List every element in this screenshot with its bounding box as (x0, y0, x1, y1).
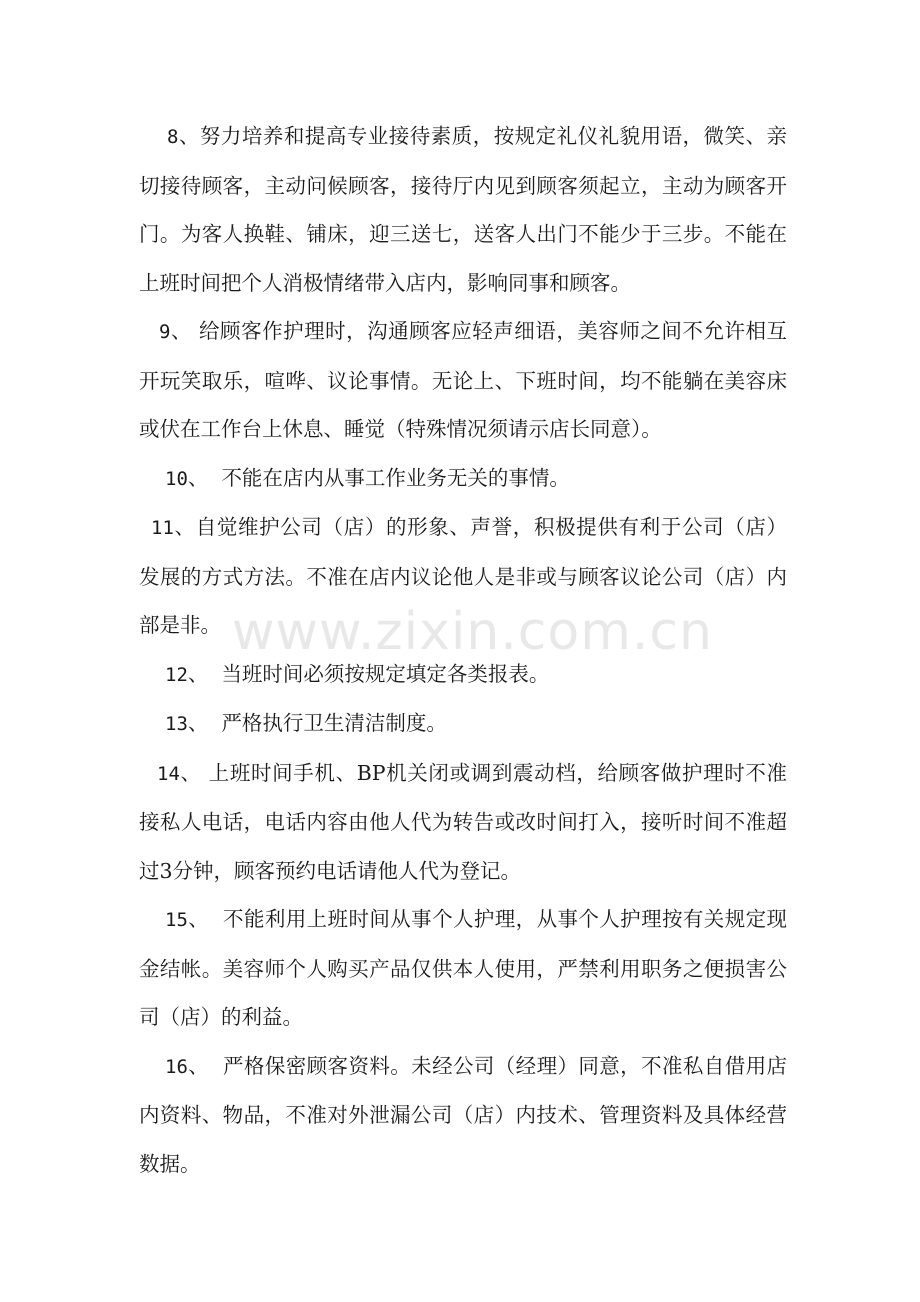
paragraph-number: 12 (165, 663, 188, 686)
paragraph-text: 努力培养和提高专业接待素质，按规定礼仪礼貌用语，微笑、亲切接待顾客，主动问候顾客，接待厅内见到顾客须起立，主动为顾客开门。为客人换鞋、铺床，迎三送七，送客人出门不能少于三步。不能在上班时间把个人消极情绪带入店内，影响同事和顾客。 (139, 124, 787, 295)
paragraph-separator: 、 (187, 711, 222, 735)
rule-paragraph-9 (139, 307, 787, 454)
rule-paragraph-16 (139, 1042, 787, 1189)
paragraph-text: 当班时间必须按规定填定各类报表。 (221, 661, 550, 686)
paragraph-number: 16 (165, 1055, 188, 1078)
rule-paragraph-8 (139, 112, 787, 307)
paragraph-number: 13 (165, 713, 188, 735)
rule-paragraph-13 (139, 699, 787, 749)
paragraph-number: 11 (151, 517, 174, 539)
paragraph-separator: 、 (170, 319, 200, 343)
paragraph-number: 15 (165, 909, 188, 931)
paragraph-separator: 、 (187, 661, 222, 686)
paragraph-text: 给顾客作护理时，沟通顾客应轻声细语，美容师之间不允许相互开玩笑取乐，喧哗、议论事情。无论上、下班时间，均不能躺在美容床或伏在工作台上休息、睡觉（特殊情况须请示店长同意）。 (139, 319, 787, 441)
paragraph-text: 自觉维护公司（店）的形象、声誉，积极提供有利于公司（店）发展的方式方法。不准在店内议论他人是非或与顾客议论公司（店）内部是非。 (139, 515, 788, 637)
paragraph-number: 8 (167, 126, 179, 148)
paragraph-separator: 、 (179, 760, 209, 785)
watermark-text: www.zixin.com.cn (232, 602, 713, 662)
paragraph-separator: 、 (187, 907, 224, 931)
rule-paragraph-10 (139, 454, 787, 504)
rule-paragraph-11 (139, 503, 787, 650)
paragraph-separator: 、 (187, 465, 222, 490)
paragraph-number: 9 (159, 321, 171, 343)
rule-paragraph-14 (139, 749, 787, 896)
paragraph-text: 严格保密顾客资料。未经公司（经理）同意，不准私自借用店内资料、物品，不准对外泄漏公司（店）内技术、管理资料及具体经营数据。 (139, 1053, 787, 1176)
paragraph-text: 上班时间手机、BP机关闭或调到震动档，给顾客做护理时不准接私人电话，电话内容由他人代为转告或改时间打入，接听时间不准超过3分钟，顾客预约电话请他人代为登记。 (139, 760, 787, 883)
paragraph-text: 不能利用上班时间从事个人护理，从事个人护理按有关规定现金结帐。美容师个人购买产品仅供本人使用，严禁利用职务之便损害公司（店）的利益。 (139, 907, 787, 1029)
paragraph-text: 严格执行卫生清洁制度。 (221, 711, 447, 735)
paragraph-separator: 、 (187, 1053, 224, 1078)
paragraph-separator: 、 (178, 124, 200, 148)
paragraph-number: 10 (165, 467, 188, 490)
document-body (139, 112, 787, 1188)
paragraph-text: 不能在店内从事工作业务无关的事情。 (221, 465, 570, 490)
paragraph-number: 14 (157, 762, 180, 785)
rule-paragraph-15 (139, 895, 787, 1042)
rule-paragraph-12 (139, 650, 787, 700)
paragraph-separator: 、 (173, 515, 196, 539)
